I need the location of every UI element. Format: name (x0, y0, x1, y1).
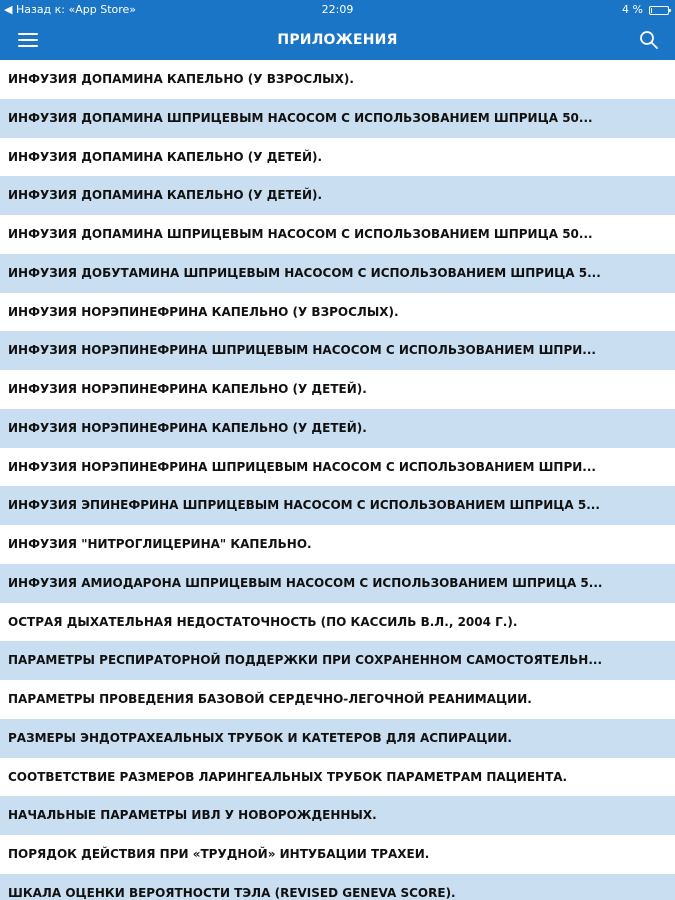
list-item[interactable]: ИНФУЗИЯ ДОПАМИНА ШПРИЦЕВЫМ НАСОСОМ С ИСПОЛЬЗОВАНИЕМ ШПРИЦА 50... (0, 99, 675, 138)
list-item[interactable]: ШКАЛА ОЦЕНКИ ВЕРОЯТНОСТИ ТЭЛА (REVISED GENEVA SCORE). (0, 874, 675, 900)
list-item[interactable]: ИНФУЗИЯ НОРЭПИНЕФРИНА КАПЕЛЬНО (У ДЕТЕЙ). (0, 409, 675, 448)
navigation-bar (0, 20, 675, 60)
list-item[interactable]: ИНФУЗИЯ ДОПАМИНА КАПЕЛЬНО (У ДЕТЕЙ). (0, 138, 675, 177)
status-bar (0, 0, 675, 20)
list-item[interactable]: ИНФУЗИЯ НОРЭПИНЕФРИНА КАПЕЛЬНО (У ВЗРОСЛЫХ). (0, 293, 675, 332)
list-item[interactable]: ИНФУЗИЯ НОРЭПИНЕФРИНА ШПРИЦЕВЫМ НАСОСОМ С ИСПОЛЬЗОВАНИЕМ ШПРИ... (0, 448, 675, 487)
list-item[interactable]: ИНФУЗИЯ ЭПИНЕФРИНА ШПРИЦЕВЫМ НАСОСОМ С ИСПОЛЬЗОВАНИЕМ ШПРИЦА 5... (0, 486, 675, 525)
list-item[interactable]: ИНФУЗИЯ ДОПАМИНА ШПРИЦЕВЫМ НАСОСОМ С ИСПОЛЬЗОВАНИЕМ ШПРИЦА 50... (0, 215, 675, 254)
status-time: 22:09 (321, 3, 354, 16)
applications-list (0, 60, 675, 900)
list-item[interactable]: СООТВЕТСТВИЕ РАЗМЕРОВ ЛАРИНГЕАЛЬНЫХ ТРУБОК ПАРАМЕТРАМ ПАЦИЕНТА. (0, 758, 675, 797)
battery-level-fill (651, 8, 652, 13)
list-item[interactable]: ИНФУЗИЯ ДОПАМИНА КАПЕЛЬНО (У ВЗРОСЛЫХ). (0, 60, 675, 99)
list-item[interactable]: ИНФУЗИЯ НОРЭПИНЕФРИНА КАПЕЛЬНО (У ДЕТЕЙ). (0, 370, 675, 409)
battery-icon (649, 6, 669, 15)
back-to-app-store-link[interactable]: ◀ Назад к: «App Store» (4, 3, 137, 16)
list-item[interactable]: ИНФУЗИЯ "НИТРОГЛИЦЕРИНА" КАПЕЛЬНО. (0, 525, 675, 564)
status-right-group (622, 0, 669, 20)
battery-percentage: 4 % (622, 3, 643, 16)
search-icon[interactable] (639, 30, 659, 50)
list-item[interactable]: РАЗМЕРЫ ЭНДОТРАХЕАЛЬНЫХ ТРУБОК И КАТЕТЕРОВ ДЛЯ АСПИРАЦИИ. (0, 719, 675, 758)
list-item[interactable]: ИНФУЗИЯ АМИОДАРОНА ШПРИЦЕВЫМ НАСОСОМ С ИСПОЛЬЗОВАНИЕМ ШПРИЦА 5... (0, 564, 675, 603)
list-item[interactable]: ИНФУЗИЯ ДОБУТАМИНА ШПРИЦЕВЫМ НАСОСОМ С ИСПОЛЬЗОВАНИЕМ ШПРИЦА 5... (0, 254, 675, 293)
list-item[interactable]: НАЧАЛЬНЫЕ ПАРАМЕТРЫ ИВЛ У НОВОРОЖДЕННЫХ. (0, 796, 675, 835)
list-item[interactable]: ПОРЯДОК ДЕЙСТВИЯ ПРИ «ТРУДНОЙ» ИНТУБАЦИИ ТРАХЕИ. (0, 835, 675, 874)
list-item[interactable]: ИНФУЗИЯ ДОПАМИНА КАПЕЛЬНО (У ДЕТЕЙ). (0, 176, 675, 215)
list-item[interactable]: ПАРАМЕТРЫ РЕСПИРАТОРНОЙ ПОДДЕРЖКИ ПРИ СОХРАНЕННОМ САМОСТОЯТЕЛЬН... (0, 641, 675, 680)
page-title: ПРИЛОЖЕНИЯ (277, 32, 398, 48)
list-item[interactable]: ПАРАМЕТРЫ ПРОВЕДЕНИЯ БАЗОВОЙ СЕРДЕЧНО-ЛЕГОЧНОЙ РЕАНИМАЦИИ. (0, 680, 675, 719)
list-item[interactable]: ИНФУЗИЯ НОРЭПИНЕФРИНА ШПРИЦЕВЫМ НАСОСОМ С ИСПОЛЬЗОВАНИЕМ ШПРИ... (0, 331, 675, 370)
list-item[interactable]: ОСТРАЯ ДЫХАТЕЛЬНАЯ НЕДОСТАТОЧНОСТЬ (ПО КАССИЛЬ В.Л., 2004 Г.). (0, 603, 675, 642)
